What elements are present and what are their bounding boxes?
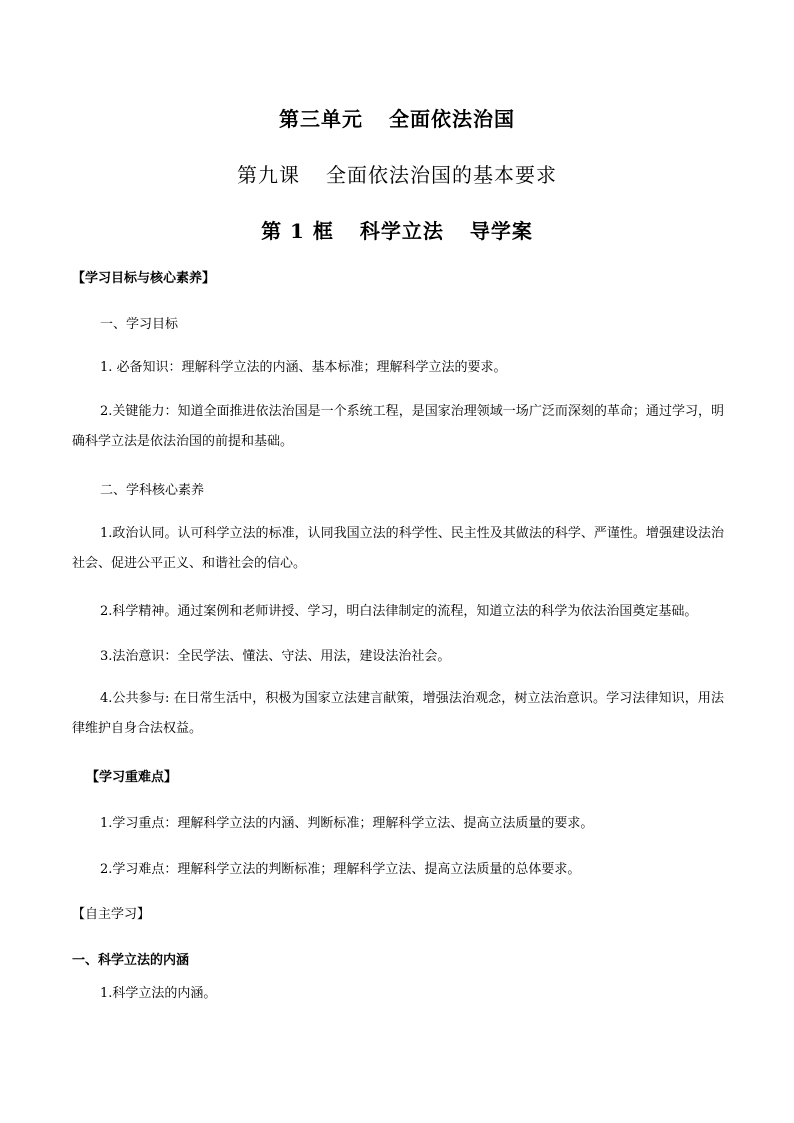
objectives-subheading-core: 二、学科核心素养	[100, 483, 205, 498]
section-name: 科学立法	[359, 219, 444, 243]
key-point-difficulty: 2.学习难点：理解科学立法的判断标准；理解科学立法、提高立法质量的总体要求。	[100, 862, 581, 877]
section-number: 第 1 框	[261, 219, 334, 243]
key-points-heading: 【学习重难点】	[86, 770, 178, 785]
lesson-number: 第九课	[237, 163, 300, 187]
lesson-title	[0, 159, 794, 188]
self-study-item: 1.科学立法的内涵。	[100, 986, 217, 1001]
key-point-focus: 1.学习重点：理解科学立法的内涵、判断标准；理解科学立法、提高立法质量的要求。	[100, 816, 594, 831]
unit-number: 第三单元	[279, 107, 363, 131]
unit-name: 全面依法治国	[389, 107, 515, 131]
lesson-name: 全面依法治国的基本要求	[326, 163, 557, 187]
objective-item-knowledge: 1. 必备知识：理解科学立法的内涵、基本标准；理解科学立法的要求。	[100, 360, 507, 375]
self-study-section-heading: 一、科学立法的内涵	[72, 953, 190, 968]
core-item-public-participation: 4.公共参与: 在日常生活中，积极为国家立法建言献策，增强法治观念，树立法治意识。学习法律知识，用法律维护自身合法权益。	[72, 691, 724, 736]
unit-title	[0, 103, 794, 132]
objectives-subheading-learning: 一、学习目标	[100, 317, 179, 332]
core-item-law-awareness: 3.法治意识：全民学法、懂法、守法、用法，建设法治社会。	[100, 649, 451, 664]
objective-item-ability: 2.关键能力：知道全面推进依法治国是一个系统工程，是国家治理领域一场广泛而深刻的革命；通过学习，明确科学立法是依法治国的前提和基础。	[72, 404, 724, 449]
section-title	[0, 215, 794, 244]
core-item-political: 1.政治认同。认可科学立法的标准，认同我国立法的科学性、民主性及其做法的科学、严谨性。增强建设法治社会、促进公平正义、和谐社会的信心。	[72, 526, 724, 571]
core-item-science: 2.科学精神。通过案例和老师讲授、学习，明白法律制定的流程，知道立法的科学为依法治国奠定基础。	[100, 604, 698, 619]
objectives-heading: 【学习目标与核心素养】	[72, 271, 216, 286]
self-study-heading: 【自主学习】	[72, 907, 151, 922]
section-type: 导学案	[469, 219, 533, 243]
